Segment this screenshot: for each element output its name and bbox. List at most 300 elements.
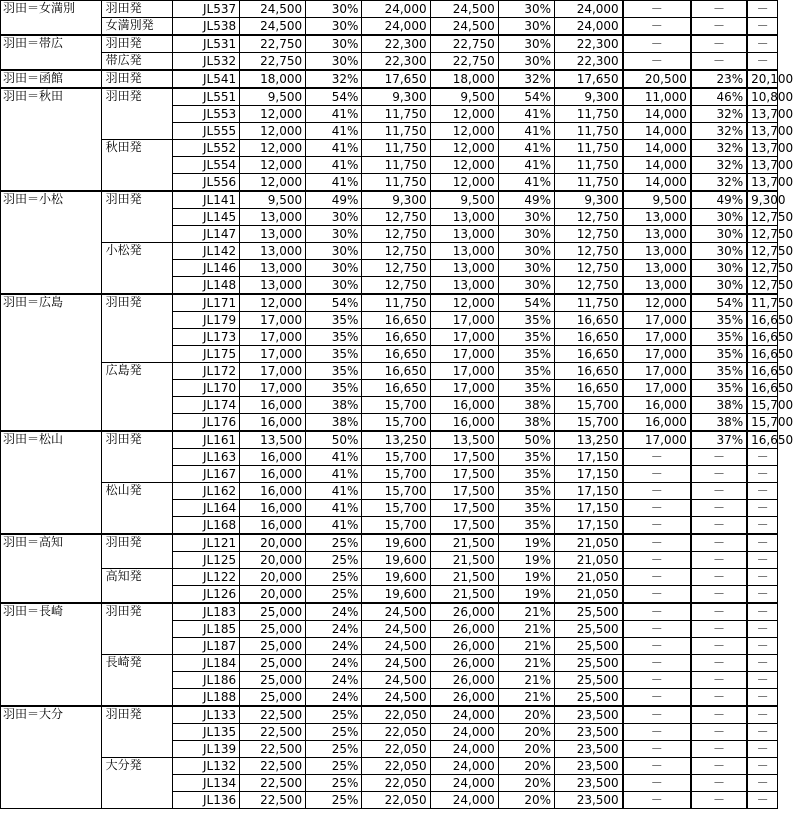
fare-cell: 30% (306, 209, 362, 226)
fare-cell: 24,500 (240, 1, 306, 18)
flight-number-cell: JL170 (173, 380, 240, 397)
flight-number-cell: JL176 (173, 414, 240, 432)
fare-cell: 17,000 (430, 380, 498, 397)
fare-cell: 13,000 (430, 243, 498, 260)
fare-cell: 21,500 (430, 552, 498, 569)
flight-number-cell: JL188 (173, 689, 240, 707)
fare-cell: 35% (306, 380, 362, 397)
flight-number-cell: JL147 (173, 226, 240, 243)
fare-cell: － (623, 35, 691, 53)
fare-cell: 41% (306, 500, 362, 517)
fare-cell: 9,300 (555, 88, 623, 106)
fare-cell: 22,300 (362, 35, 430, 53)
fare-cell: 26,000 (430, 689, 498, 707)
fare-cell: 13,500 (240, 431, 306, 449)
fare-cell: 25,500 (555, 621, 623, 638)
flight-number-cell: JL555 (173, 123, 240, 140)
fare-cell: 21,500 (430, 534, 498, 552)
fare-cell: 12,000 (430, 106, 498, 123)
fare-cell: － (691, 638, 747, 655)
fare-cell: 17,000 (430, 363, 498, 380)
direction-cell: 羽田発 (101, 534, 172, 569)
fare-cell: － (747, 534, 777, 552)
flight-number-cell: JL135 (173, 724, 240, 741)
fare-cell: － (747, 706, 777, 724)
fare-cell: 32% (691, 157, 747, 174)
fare-cell: 9,500 (430, 88, 498, 106)
direction-cell: 羽田発 (101, 88, 172, 140)
fare-cell: 22,300 (555, 53, 623, 71)
fare-cell: 17,000 (430, 329, 498, 346)
route-cell: 羽田＝函館 (1, 70, 102, 88)
fare-cell: － (747, 741, 777, 758)
fare-cell: 16,650 (362, 312, 430, 329)
fare-cell: 13,000 (623, 243, 691, 260)
fare-cell: 20% (498, 775, 554, 792)
fare-cell: 21% (498, 689, 554, 707)
fare-cell: 23% (691, 70, 747, 88)
fare-cell: 13,250 (555, 431, 623, 449)
fare-cell: 21% (498, 621, 554, 638)
direction-cell: 女満別発 (101, 18, 172, 36)
fare-cell: － (623, 672, 691, 689)
fare-cell: 24,000 (555, 18, 623, 36)
fare-cell: － (623, 569, 691, 586)
fare-cell: 17,000 (623, 346, 691, 363)
fare-cell: 24,000 (430, 792, 498, 809)
fare-cell: 11,750 (555, 157, 623, 174)
fare-cell: － (691, 792, 747, 809)
flight-number-cell: JL531 (173, 35, 240, 53)
fare-cell: 21% (498, 655, 554, 672)
fare-cell: 41% (306, 483, 362, 500)
flight-number-cell: JL145 (173, 209, 240, 226)
fare-cell: 24% (306, 689, 362, 707)
fare-cell: 17,500 (430, 466, 498, 483)
fare-cell: 35% (691, 329, 747, 346)
fare-cell: 24% (306, 621, 362, 638)
fare-cell: 19,600 (362, 569, 430, 586)
fare-cell: 21,050 (555, 569, 623, 586)
table-row (1, 53, 778, 71)
flight-number-cell: JL122 (173, 569, 240, 586)
fare-cell: 22,050 (362, 775, 430, 792)
direction-cell: 羽田発 (101, 1, 172, 18)
fare-cell: 16,000 (240, 397, 306, 414)
fare-cell: 12,750 (555, 243, 623, 260)
fare-cell: 9,300 (747, 191, 777, 209)
fare-cell: － (623, 775, 691, 792)
fare-cell: 41% (306, 123, 362, 140)
direction-cell: 羽田発 (101, 431, 172, 483)
fare-cell: 24,000 (430, 706, 498, 724)
fare-cell: 30% (306, 35, 362, 53)
fare-cell: 30% (306, 243, 362, 260)
fare-cell: 12,000 (430, 140, 498, 157)
fare-cell: 22,750 (430, 35, 498, 53)
flight-number-cell: JL179 (173, 312, 240, 329)
fare-cell: 20% (498, 758, 554, 775)
table-row (1, 243, 778, 260)
fare-cell: 13,000 (623, 226, 691, 243)
fare-cell: 12,750 (362, 260, 430, 277)
fare-cell: 17,500 (430, 517, 498, 535)
fare-cell: 30% (691, 226, 747, 243)
flight-number-cell: JL141 (173, 191, 240, 209)
fare-cell: 20,000 (240, 586, 306, 604)
fare-cell: － (747, 792, 777, 809)
fare-cell: 38% (498, 397, 554, 414)
fare-cell: 17,000 (240, 329, 306, 346)
flight-number-cell: JL553 (173, 106, 240, 123)
fare-cell: 25% (306, 706, 362, 724)
fare-cell: 35% (498, 329, 554, 346)
fare-cell: 30% (498, 1, 554, 18)
fare-cell: － (691, 586, 747, 604)
fare-cell: 11,750 (362, 294, 430, 312)
fare-cell: － (623, 500, 691, 517)
fare-cell: 15,700 (362, 500, 430, 517)
fare-cell: 11,000 (623, 88, 691, 106)
fare-cell: 25% (306, 586, 362, 604)
fare-cell: 17,150 (555, 483, 623, 500)
fare-cell: 24% (306, 638, 362, 655)
fare-cell: 23,500 (555, 724, 623, 741)
fare-cell: 15,700 (362, 517, 430, 535)
table-row (1, 431, 778, 449)
fare-cell: 16,650 (362, 346, 430, 363)
fare-cell: 16,000 (240, 449, 306, 466)
fare-cell: 35% (498, 483, 554, 500)
table-row (1, 191, 778, 209)
fare-cell: 12,750 (362, 209, 430, 226)
fare-cell: 16,650 (555, 380, 623, 397)
fare-cell: 22,300 (362, 53, 430, 71)
fare-cell: 54% (498, 88, 554, 106)
fare-cell: 13,700 (747, 140, 777, 157)
fare-cell: － (747, 689, 777, 707)
fare-cell: 41% (498, 123, 554, 140)
flight-number-cell: JL554 (173, 157, 240, 174)
flight-number-cell: JL142 (173, 243, 240, 260)
fare-cell: 13,700 (747, 106, 777, 123)
fare-cell: － (623, 586, 691, 604)
fare-cell: 11,750 (362, 123, 430, 140)
fare-cell: 17,000 (240, 363, 306, 380)
fare-cell: 41% (306, 140, 362, 157)
fare-cell: 11,750 (555, 123, 623, 140)
fare-cell: 22,500 (240, 741, 306, 758)
flight-number-cell: JL139 (173, 741, 240, 758)
flight-number-cell: JL161 (173, 431, 240, 449)
fare-cell: 15,700 (555, 414, 623, 432)
fare-cell: 16,000 (623, 397, 691, 414)
route-cell: 羽田＝秋田 (1, 88, 102, 191)
fare-cell: 25% (306, 741, 362, 758)
fare-cell: － (623, 621, 691, 638)
fare-cell: － (747, 621, 777, 638)
fare-cell: 12,000 (240, 106, 306, 123)
fare-cell: 19% (498, 534, 554, 552)
direction-cell: 長崎発 (101, 655, 172, 707)
fare-cell: 30% (498, 35, 554, 53)
fare-cell: 30% (691, 209, 747, 226)
fare-cell: 24,000 (362, 1, 430, 18)
fare-cell: 21,500 (430, 586, 498, 604)
fare-cell: 25% (306, 569, 362, 586)
fare-cell: 32% (691, 174, 747, 192)
fare-cell: 11,750 (747, 294, 777, 312)
fare-cell: 30% (498, 209, 554, 226)
fare-cell: 17,000 (623, 363, 691, 380)
fare-cell: 30% (691, 277, 747, 295)
flight-number-cell: JL171 (173, 294, 240, 312)
fare-cell: 22,050 (362, 706, 430, 724)
table-row (1, 706, 778, 724)
flight-number-cell: JL556 (173, 174, 240, 192)
fare-cell: 13,250 (362, 431, 430, 449)
fare-cell: － (691, 758, 747, 775)
fare-cell: － (691, 689, 747, 707)
fare-cell: 24,500 (362, 689, 430, 707)
fare-cell: 17,150 (555, 449, 623, 466)
fare-cell: 30% (498, 277, 554, 295)
fare-cell: 38% (691, 397, 747, 414)
fare-cell: 13,000 (240, 243, 306, 260)
fare-cell: 19,600 (362, 586, 430, 604)
flight-number-cell: JL126 (173, 586, 240, 604)
fare-cell: 12,000 (430, 123, 498, 140)
fare-cell: 20,000 (240, 569, 306, 586)
fare-cell: 24,000 (555, 1, 623, 18)
fare-cell: 13,000 (240, 209, 306, 226)
fare-cell: 16,000 (240, 483, 306, 500)
fare-cell: － (623, 552, 691, 569)
fare-cell: 15,700 (362, 449, 430, 466)
fare-cell: 16,000 (430, 414, 498, 432)
direction-cell: 大分発 (101, 758, 172, 809)
fare-cell: － (691, 569, 747, 586)
fare-cell: 9,300 (362, 191, 430, 209)
flight-number-cell: JL186 (173, 672, 240, 689)
fare-cell: 46% (691, 88, 747, 106)
fare-cell: 21,050 (555, 586, 623, 604)
fare-cell: 17,000 (240, 380, 306, 397)
fare-cell: 22,050 (362, 741, 430, 758)
fare-cell: 50% (306, 431, 362, 449)
fare-cell: 13,000 (430, 209, 498, 226)
route-cell: 羽田＝帯広 (1, 35, 102, 70)
route-cell: 羽田＝松山 (1, 431, 102, 534)
fare-cell: 16,650 (747, 329, 777, 346)
fare-cell: 13,000 (623, 260, 691, 277)
fare-cell: － (623, 724, 691, 741)
fare-cell: － (691, 741, 747, 758)
fare-cell: 20,000 (240, 534, 306, 552)
table-row (1, 534, 778, 552)
fare-cell: 12,750 (747, 226, 777, 243)
fare-cell: 12,750 (555, 260, 623, 277)
direction-cell: 秋田発 (101, 140, 172, 192)
fare-cell: 32% (691, 123, 747, 140)
fare-cell: 17,000 (623, 312, 691, 329)
fare-cell: 13,000 (240, 260, 306, 277)
fare-cell: 24,500 (362, 638, 430, 655)
fare-cell: 22,750 (240, 35, 306, 53)
fare-cell: 32% (306, 70, 362, 88)
fare-cell: 13,000 (430, 277, 498, 295)
fare-cell: 49% (498, 191, 554, 209)
fare-cell: － (691, 53, 747, 71)
fare-cell: 16,000 (240, 414, 306, 432)
fare-cell: 22,500 (240, 724, 306, 741)
fare-cell: － (623, 758, 691, 775)
fare-cell: 10,800 (747, 88, 777, 106)
fare-cell: 13,000 (430, 226, 498, 243)
fare-cell: － (691, 724, 747, 741)
fare-cell: 25% (306, 792, 362, 809)
fare-cell: 24,000 (430, 775, 498, 792)
fare-cell: 16,000 (240, 517, 306, 535)
fare-cell: 54% (691, 294, 747, 312)
fare-cell: 12,750 (362, 277, 430, 295)
fare-cell: 49% (306, 191, 362, 209)
fare-cell: 35% (498, 449, 554, 466)
fare-cell: 11,750 (555, 174, 623, 192)
flight-number-cell: JL532 (173, 53, 240, 71)
fare-cell: － (747, 603, 777, 621)
fare-cell: － (623, 517, 691, 535)
fare-cell: 20% (498, 792, 554, 809)
fare-cell: 38% (306, 397, 362, 414)
fare-cell: － (747, 1, 777, 18)
fare-cell: － (691, 603, 747, 621)
flight-number-cell: JL167 (173, 466, 240, 483)
flight-number-cell: JL172 (173, 363, 240, 380)
fare-cell: 12,750 (747, 260, 777, 277)
direction-cell: 広島発 (101, 363, 172, 432)
fare-cell: 41% (306, 517, 362, 535)
fare-cell: 12,750 (362, 226, 430, 243)
fare-cell: 12,750 (747, 277, 777, 295)
fare-cell: 24,500 (362, 655, 430, 672)
fare-cell: 26,000 (430, 603, 498, 621)
fare-cell: － (623, 449, 691, 466)
fare-cell: － (623, 53, 691, 71)
direction-cell: 羽田発 (101, 294, 172, 363)
fare-cell: 12,750 (555, 209, 623, 226)
fare-cell: 30% (306, 1, 362, 18)
fare-cell: 15,700 (362, 466, 430, 483)
flight-number-cell: JL187 (173, 638, 240, 655)
fare-cell: 23,500 (555, 706, 623, 724)
fare-cell: 35% (498, 517, 554, 535)
fare-cell: 35% (691, 346, 747, 363)
fare-cell: － (623, 655, 691, 672)
fare-cell: － (747, 18, 777, 36)
fare-cell: 11,750 (362, 157, 430, 174)
fare-cell: 41% (498, 106, 554, 123)
fare-cell: 11,750 (555, 140, 623, 157)
fare-cell: 16,650 (747, 312, 777, 329)
fare-cell: 22,500 (240, 775, 306, 792)
fare-cell: 23,500 (555, 792, 623, 809)
fare-cell: 17,000 (430, 346, 498, 363)
fare-cell: 35% (498, 363, 554, 380)
fare-cell: 16,650 (362, 363, 430, 380)
fare-cell: － (623, 638, 691, 655)
fare-cell: 35% (691, 312, 747, 329)
fare-cell: 30% (691, 260, 747, 277)
fare-cell: 41% (306, 449, 362, 466)
fare-cell: 9,500 (623, 191, 691, 209)
fare-cell: 13,700 (747, 174, 777, 192)
fare-cell: 22,500 (240, 706, 306, 724)
fare-cell: 30% (498, 18, 554, 36)
fare-cell: 13,700 (747, 157, 777, 174)
fare-cell: 32% (691, 106, 747, 123)
fare-cell: 54% (498, 294, 554, 312)
fare-cell: 18,000 (430, 70, 498, 88)
fare-cell: 11,750 (362, 140, 430, 157)
flight-number-cell: JL184 (173, 655, 240, 672)
fare-cell: 14,000 (623, 140, 691, 157)
fare-cell: 23,500 (555, 775, 623, 792)
fare-cell: 12,000 (240, 157, 306, 174)
fare-cell: 35% (498, 466, 554, 483)
fare-cell: 16,650 (747, 431, 777, 449)
fare-cell: 12,750 (362, 243, 430, 260)
route-cell: 羽田＝小松 (1, 191, 102, 294)
table-row (1, 35, 778, 53)
fare-cell: 35% (306, 346, 362, 363)
flight-number-cell: JL148 (173, 277, 240, 295)
fare-cell: 22,300 (555, 35, 623, 53)
fare-cell: 35% (498, 500, 554, 517)
route-cell: 羽田＝高知 (1, 534, 102, 603)
table-row (1, 88, 778, 106)
fare-cell: 24% (306, 655, 362, 672)
fare-cell: 15,700 (747, 414, 777, 432)
flight-number-cell: JL121 (173, 534, 240, 552)
flight-number-cell: JL538 (173, 18, 240, 36)
fare-cell: － (747, 569, 777, 586)
fare-cell: － (747, 758, 777, 775)
fare-cell: 24,000 (430, 741, 498, 758)
fare-cell: 14,000 (623, 106, 691, 123)
fare-cell: 14,000 (623, 123, 691, 140)
fare-cell: － (691, 483, 747, 500)
table-row (1, 603, 778, 621)
fare-cell: 13,000 (240, 226, 306, 243)
fare-cell: － (691, 517, 747, 535)
fare-cell: 41% (306, 106, 362, 123)
fare-cell: 25% (306, 552, 362, 569)
fare-cell: 25,000 (240, 638, 306, 655)
fare-cell: 25,000 (240, 603, 306, 621)
fare-cell: 17,500 (430, 483, 498, 500)
direction-cell: 羽田発 (101, 35, 172, 53)
flight-number-cell: JL164 (173, 500, 240, 517)
fare-cell: 16,650 (747, 346, 777, 363)
route-cell: 羽田＝長崎 (1, 603, 102, 706)
flight-number-cell: JL552 (173, 140, 240, 157)
flight-number-cell: JL173 (173, 329, 240, 346)
direction-cell: 羽田発 (101, 191, 172, 243)
flight-number-cell: JL133 (173, 706, 240, 724)
fare-cell: 17,150 (555, 466, 623, 483)
fare-cell: 26,000 (430, 621, 498, 638)
